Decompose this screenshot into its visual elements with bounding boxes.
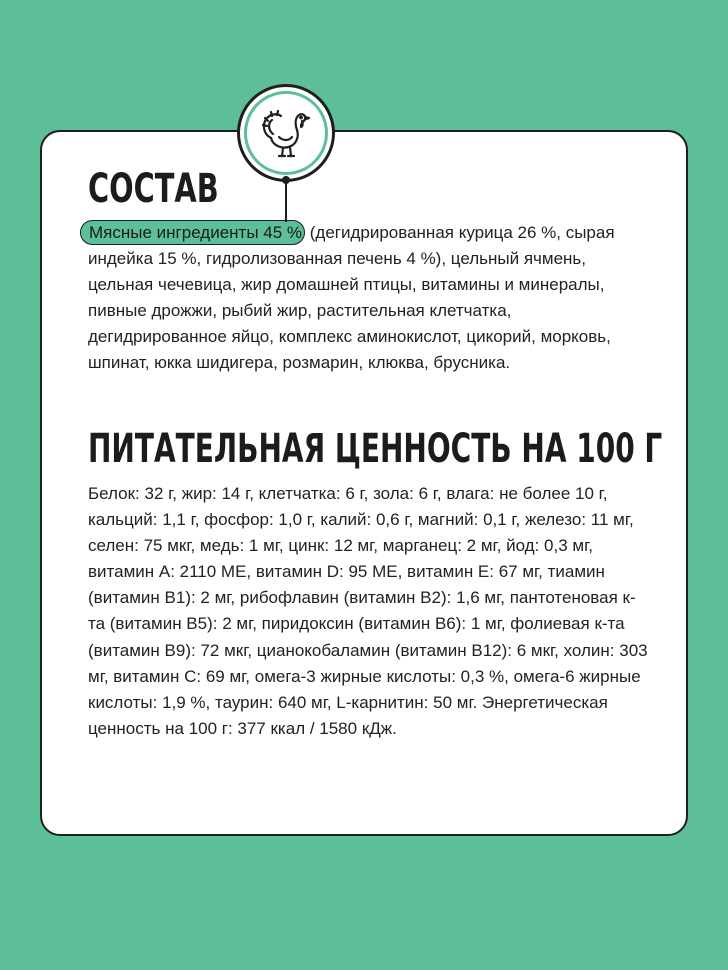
nutrition-text: Белок: 32 г, жир: 14 г, клетчатка: 6 г, зола: 6 г, влага: не более 10 г, кальций: 1,1 г, фосфор: 1,0 г, калий: 0,6 г, магний: 0,1 г, железо: 11 мг, селен: 75 мкг, медь: 1 мг, цинк: 12 мг, марганец: 2 мг, йод: 0,3 мг, витамин А: 2110 МЕ, витамин D: 95 МЕ, витамин Е: 67 мг, тиамин (витамин В1): 2 мг, рибофлавин (витамин В2): 1,6 мг, пантотеновая к-та (витамин В5): 2 мг, пиридоксин (витамин В6): 1 мг, фолиевая к-та (витамин В9): 72 мкг, цианокобаламин (витамин В12): 6 мкг, холин: 303 мг, витамин С: 69 мг, омега-3 жирные кислоты: 0,3 %, омега-6 жирные кислоты: 1,9 %, таурин: 640 мг, L-карнитин: 50 мг. Энергетическая ценность на 100 г: 377 ккал / 1580 кДж. [88, 484, 648, 738]
turkey-icon [257, 104, 315, 162]
meat-ingredients-highlight: Мясные ингредиенты 45 % [80, 220, 305, 245]
turkey-badge-ring [244, 91, 328, 175]
badge-connector-line [285, 180, 287, 222]
nutrition-title: ПИТАТЕЛЬНАЯ ЦЕННОСТЬ НА 100 Г [88, 426, 663, 472]
turkey-badge [237, 84, 335, 182]
composition-title: СОСТАВ [88, 166, 219, 212]
composition-rest: (дегидрированная курица 26 %, сырая индейка 15 %, гидролизованная печень 4 %), цельный ячмень, цельная чечевица, жир домашней птицы, витамины и минералы, пивные дрожжи, рыбий жир, растительная клетчатка, дегидрированное яйцо, комплекс аминокислот, цикорий, морковь, шпинат, юкка шидигера, розмарин, клюква, брусника. [88, 223, 615, 372]
badge-connector-dot [282, 176, 290, 184]
composition-text [88, 220, 648, 376]
